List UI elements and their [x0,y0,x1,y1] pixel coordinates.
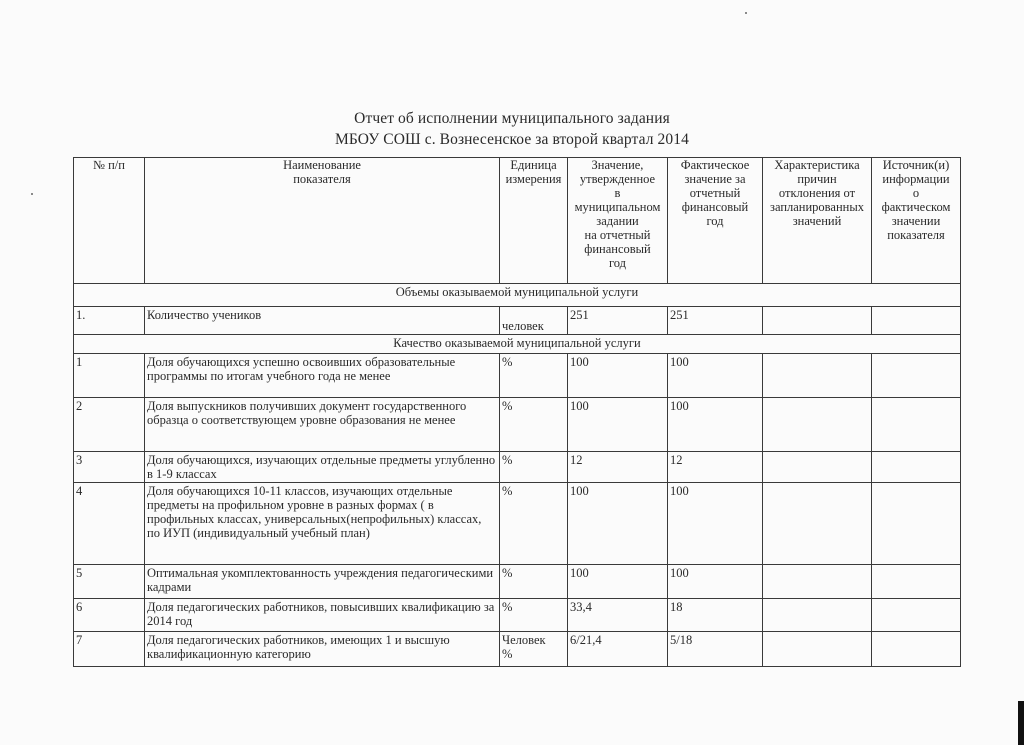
row-name: Оптимальная укомплектованность учреждения педагогическими кадрами [145,565,500,599]
table-row [74,483,961,565]
row-deviation [763,398,872,452]
row-source [872,452,961,483]
title-line-2: МБОУ СОШ с. Вознесенское за второй квартал 2014 [335,131,689,148]
row-actual: 100 [668,565,763,599]
title-line-1: Отчет об исполнении муниципального задания [354,110,670,127]
row-name: Доля педагогических работников, имеющих 1 и высшую квалификационную категорию [145,632,500,667]
row-unit: % [500,565,568,599]
table-row [74,398,961,452]
row-num: 3 [74,452,145,483]
row-name: Доля обучающихся 10-11 классов, изучающих отдельные предметы на профильном уровне в разных формах ( в профильных классах, универсальных(непрофильных) классах, по ИУП (индивидуальный учебный план) [145,483,500,565]
header-unit: Единица измерения [500,158,568,284]
row-num: 2 [74,398,145,452]
row-deviation [763,599,872,632]
row-actual: 100 [668,354,763,398]
scan-speck [31,193,33,195]
row-source [872,483,961,565]
header-name: Наименование показателя [145,158,500,284]
section-quality [74,335,961,354]
row-num: 1 [74,354,145,398]
row-unit: Человек % [500,632,568,667]
row-source [872,599,961,632]
row-planned: 33,4 [568,599,668,632]
section-volume [74,284,961,307]
row-planned: 12 [568,452,668,483]
row-planned: 100 [568,398,668,452]
table-row [74,354,961,398]
row-source [872,565,961,599]
row-planned: 100 [568,483,668,565]
header-deviation: Характеристика причин отклонения от запланированных значений [763,158,872,284]
row-name: Доля выпускников получивших документ государственного образца о соответствующем уровне образования не менее [145,398,500,452]
row-name: Доля обучающихся, изучающих отдельные предметы углубленно в 1-9 классах [145,452,500,483]
header-row [74,158,961,284]
scan-speck [745,12,747,14]
row-unit: человек [500,307,568,335]
row-unit: % [500,354,568,398]
header-actual: Фактическое значение за отчетный финансовый год [668,158,763,284]
row-planned: 251 [568,307,668,335]
row-unit: % [500,452,568,483]
row-unit: % [500,398,568,452]
row-deviation [763,565,872,599]
table-row [74,307,961,335]
row-source [872,632,961,667]
row-source [872,398,961,452]
row-actual: 100 [668,398,763,452]
report-table [73,157,961,667]
row-planned: 6/21,4 [568,632,668,667]
row-deviation [763,354,872,398]
row-num: 6 [74,599,145,632]
row-unit: % [500,483,568,565]
row-num: 4 [74,483,145,565]
row-actual: 18 [668,599,763,632]
row-source [872,307,961,335]
row-deviation [763,483,872,565]
header-source: Источник(и) информации о фактическом значении показателя [872,158,961,284]
row-unit: % [500,599,568,632]
row-planned: 100 [568,565,668,599]
document-title [0,108,1024,150]
section-quality-title: Качество оказываемой муниципальной услуги [74,335,961,354]
row-source [872,354,961,398]
row-num: 5 [74,565,145,599]
row-num: 7 [74,632,145,667]
row-name: Количество учеников [145,307,500,335]
table-row [74,599,961,632]
row-actual: 5/18 [668,632,763,667]
scan-edge-mark [1018,701,1024,745]
table-row [74,452,961,483]
row-deviation [763,452,872,483]
section-volume-title: Объемы оказываемой муниципальной услуги [74,284,961,307]
table-row [74,632,961,667]
row-name: Доля педагогических работников, повысивших квалификацию за 2014 год [145,599,500,632]
row-deviation [763,307,872,335]
header-planned: Значение, утвержденное в муниципальном задании на отчетный финансовый год [568,158,668,284]
header-num: № п/п [74,158,145,284]
row-planned: 100 [568,354,668,398]
row-actual: 12 [668,452,763,483]
row-deviation [763,632,872,667]
row-actual: 100 [668,483,763,565]
row-num: 1. [74,307,145,335]
row-name: Доля обучающихся успешно освоивших образовательные программы по итогам учебного года не менее [145,354,500,398]
row-actual: 251 [668,307,763,335]
table-row [74,565,961,599]
